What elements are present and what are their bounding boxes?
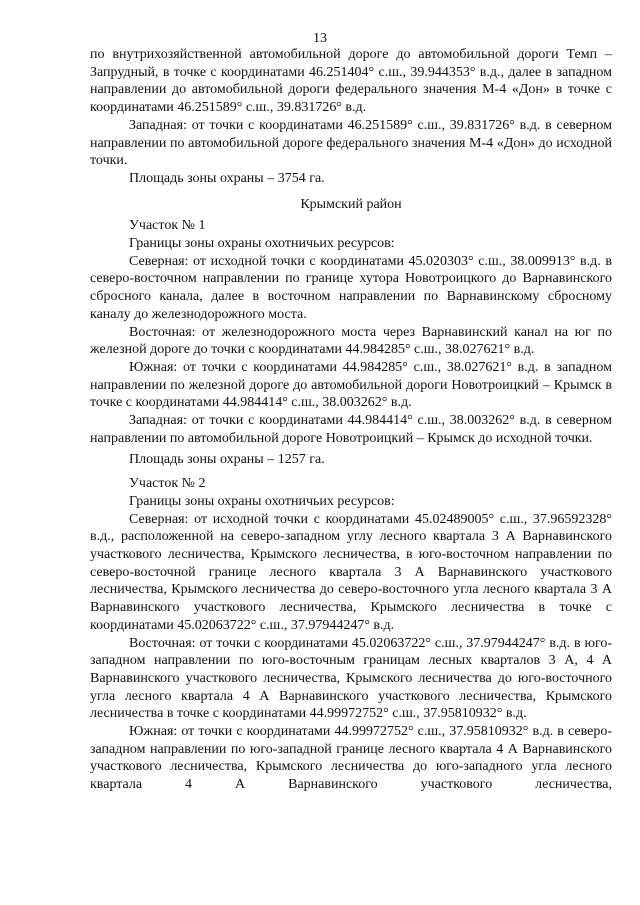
paragraph-route-continuation: по внутрихозяйственной автомобильной дороге до автомобильной дороги Темп – Запрудный, в точке с координатами 46.251404° с.ш., 39.944353° в.д., далее в западном направлении до автомобильной дороги федерального значения М-4 «Дон» в точке с координатами 46.251589° с.ш., 39.831726° в.д. <box>90 47 612 116</box>
document-body <box>90 46 612 794</box>
paragraph-north-boundary-1: Северная: от исходной точки с координатами 45.020303° с.ш., 38.009913° в.д. в северо-восточном направлении по границе хутора Новотроицкого до Варнавинского сбросного канала, далее в восточном направлении по Варнавинскому сбросному каналу до железнодорожного моста. <box>90 253 612 322</box>
paragraph-area-1: Площадь зоны охраны – 1257 га. <box>129 452 325 468</box>
paragraph-north-boundary-2: Северная: от исходной точки с координатами 45.02489005° с.ш., 37.96592328° в.д., расположенной на северо-западном углу лесного квартала 3 А Варнавинского участкового лесничества, Крымского лесничества, в юго-восточном направлении по северо-восточной границе лесного квартала 3 А Варнавинского участкового лесничества, Крымского лесничества до северо-восточного угла лесного квартала 3 А Варнавинского участкового лесничества, Крымского лесничества в точке с координатами 45.02063722° с.ш., 37.97944247° в.д. <box>90 511 612 633</box>
plot-heading-2: Участок № 2 <box>129 476 206 492</box>
boundaries-intro-2: Границы зоны охраны охотничьих ресурсов: <box>129 493 395 509</box>
section-heading-district: Крымский район <box>300 196 402 212</box>
plot-heading-1: Участок № 1 <box>129 218 206 234</box>
paragraph-west-boundary: Западная: от точки с координатами 46.251589° с.ш., 39.831726° в.д. в северном направлении по автомобильной дороге федерального значения М-4 «Дон» до исходной точки. <box>90 117 612 169</box>
boundaries-intro-1: Границы зоны охраны охотничьих ресурсов: <box>129 236 395 252</box>
paragraph-south-boundary-1: Южная: от точки с координатами 44.984285° с.ш., 38.027621° в.д. в западном направлении по железной дороге до автомобильной дороги Новотроицкий – Крымск в точке с координатами 44.984414° с.ш., 38.003262° в.д. <box>90 359 612 411</box>
paragraph-east-boundary-1: Восточная: от железнодорожного моста через Варнавинский канал на юг по железной дороге до точки с координатами 44.984285° с.ш., 38.027621° в.д. <box>90 324 612 358</box>
paragraph-area: Площадь зоны охраны – 3754 га. <box>129 170 325 186</box>
paragraph-south-boundary-2: Южная: от точки с координатами 44.99972752° с.ш., 37.95810932° в.д. в северо-западном направлении по юго-западной границе лесного квартала 4 А Варнавинского участкового лесничества, Крымского лесничества до юго-западного угла лесного квартала 4 А Варнавинского участкового лесничества, <box>90 724 612 793</box>
paragraph-west-boundary-1: Западная: от точки с координатами 44.984414° с.ш., 38.003262° в.д. в северном направлении по автомобильной дороге Новотроицкий – Крымск до исходной точки. <box>90 413 612 446</box>
page-number: 13 <box>313 31 327 46</box>
paragraph-east-boundary-2: Восточная: от точки с координатами 45.02063722° с.ш., 37.97944247° в.д. в юго-западном направлении по юго-восточным границам лесных кварталов 3 А, 4 А Варнавинского участкового лесничества, Крымского лесничества до юго-восточного угла лесного квартала 4 А Варнавинского участкового лесничества, Крымского лесничества в точке с координатами 44.99972752° с.ш., 37.95810932° в.д. <box>90 635 612 722</box>
